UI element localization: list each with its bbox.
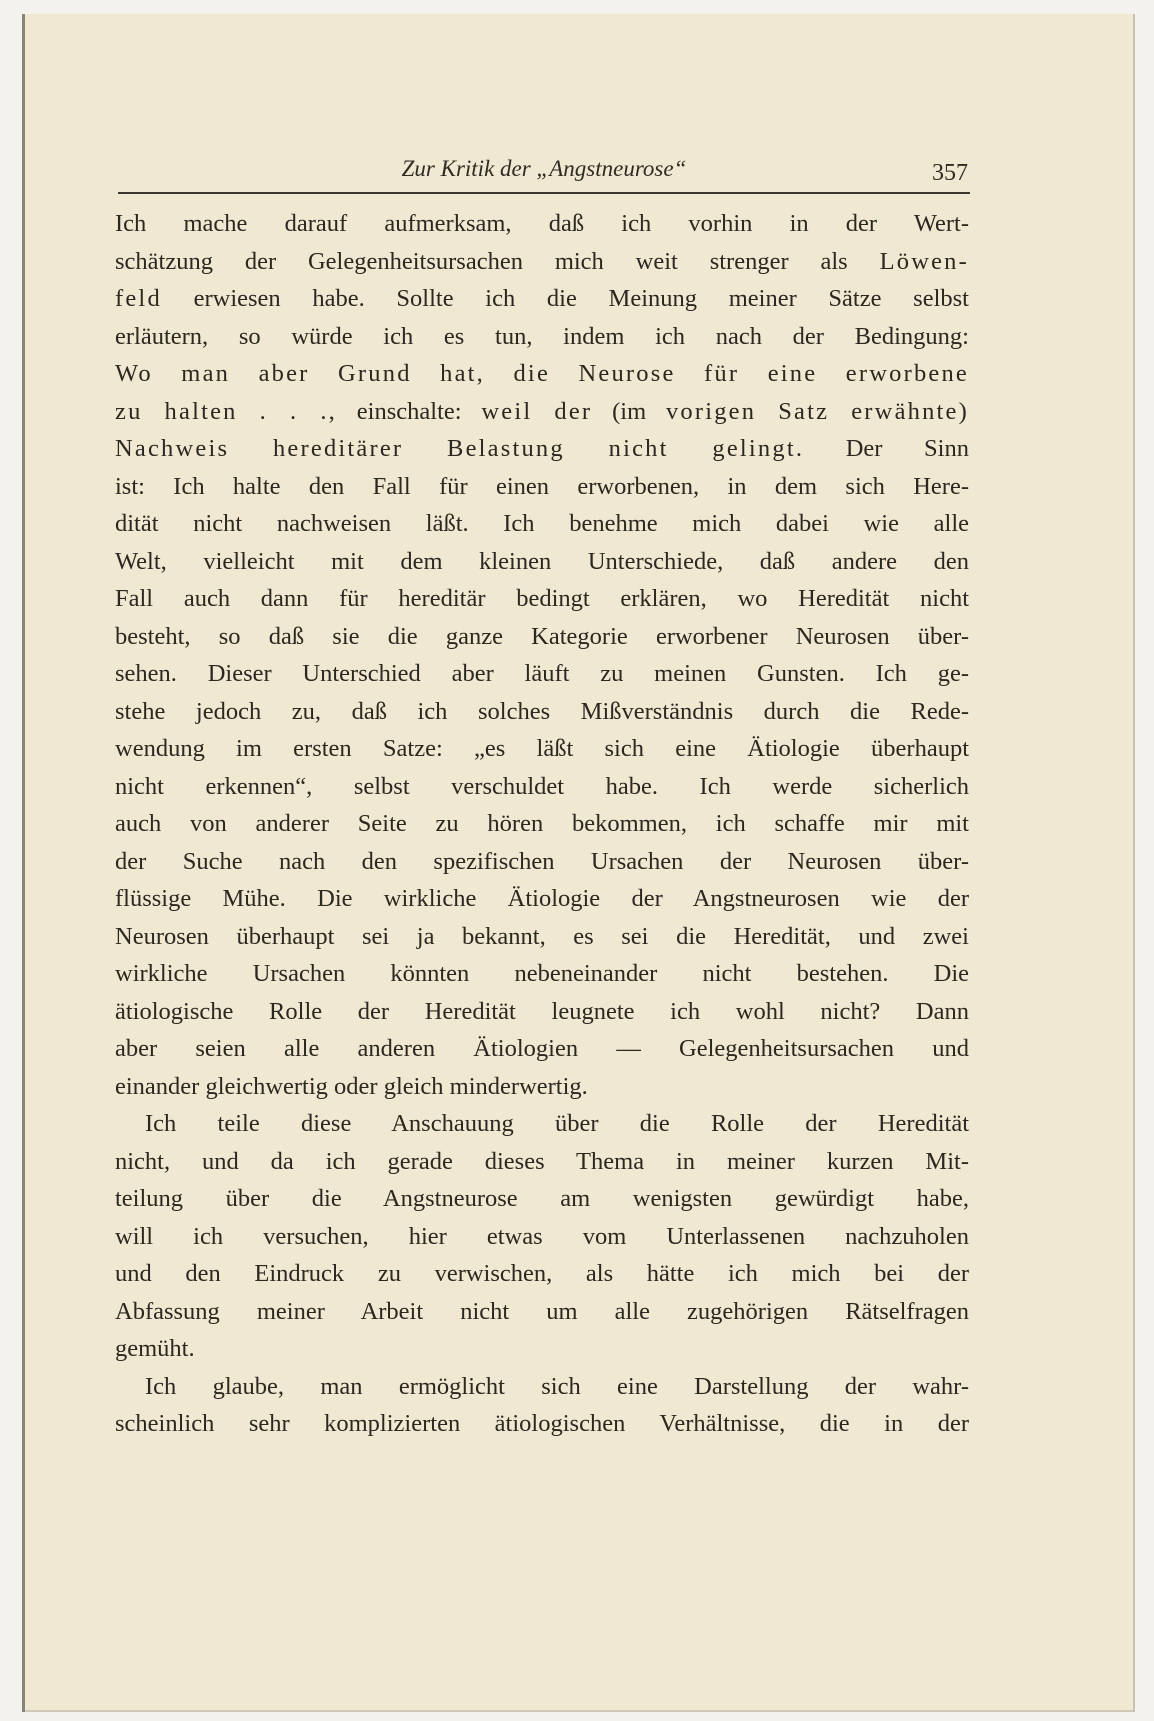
text-segment: ist: Ich halte den Fall für einen erworbenen, in dem sich Here- xyxy=(115,472,969,500)
text-segment: Löwen- xyxy=(879,247,969,275)
text-segment: (im xyxy=(592,397,666,425)
text-line xyxy=(115,768,969,806)
text-line xyxy=(115,618,969,656)
text-segment: besteht, so daß sie die ganze Kategorie erworbener Neurosen über- xyxy=(115,622,969,650)
text-line xyxy=(115,1218,969,1256)
text-segment: Wo man aber Grund hat, die Neurose für eine erworbene xyxy=(115,360,969,387)
text-line xyxy=(115,1330,969,1368)
text-segment: auch von anderer Seite zu hören bekommen, ich schaffe mir mit xyxy=(115,810,969,837)
text-line xyxy=(115,393,969,431)
text-line xyxy=(115,1180,969,1218)
text-segment: und den Eindruck zu verwischen, als hätte ich mich bei der xyxy=(115,1260,969,1287)
text-segment: vorigen Satz erwähnte) xyxy=(665,397,969,425)
text-segment: feld xyxy=(115,285,162,312)
text-line xyxy=(115,505,969,543)
running-header xyxy=(118,144,970,194)
text-segment: flüssige Mühe. Die wirkliche Ätiologie der Angstneurosen wie der xyxy=(115,885,969,912)
text-line xyxy=(115,843,969,881)
text-segment: Der Sinn xyxy=(804,435,969,462)
text-line xyxy=(115,543,969,581)
text-line xyxy=(115,1143,969,1181)
text-line xyxy=(115,430,969,468)
text-line xyxy=(115,318,969,356)
running-title: Zur Kritik der „Angstneurose“ xyxy=(401,156,687,181)
text-segment: Welt, vielleicht mit dem kleinen Unterschiede, daß andere den xyxy=(115,547,969,575)
text-segment: Fall auch dann für hereditär bedingt erklären, wo Heredität nicht xyxy=(115,585,969,612)
text-segment: Nachweis hereditärer Belastung nicht gelingt. xyxy=(115,435,805,462)
text-line xyxy=(115,243,969,281)
text-segment: weil der xyxy=(481,397,593,425)
text-segment: nicht erkennen“, selbst verschuldet habe. Ich werde sicherlich xyxy=(115,772,969,800)
text-line xyxy=(115,1368,969,1406)
body-text xyxy=(115,205,969,1443)
text-segment: scheinlich sehr komplizierten ätiologischen Verhältnisse, die in der xyxy=(115,1410,969,1437)
text-line xyxy=(115,1255,969,1293)
text-segment: wirkliche Ursachen könnten nebeneinander nicht bestehen. Die xyxy=(115,960,969,987)
text-segment: ätiologische Rolle der Heredität leugnete ich wohl nicht? Dann xyxy=(115,997,969,1025)
page-number: 357 xyxy=(932,160,968,186)
text-segment: erläutern, so würde ich es tun, indem ich nach der Bedingung: xyxy=(115,322,969,350)
text-segment: sehen. Dieser Unterschied aber läuft zu meinen Gunsten. Ich ge- xyxy=(115,660,969,687)
text-segment: Ich teile diese Anschauung über die Rolle der Heredität xyxy=(145,1110,969,1137)
text-segment: teilung über die Angstneurose am wenigsten gewürdigt habe, xyxy=(115,1185,969,1212)
text-line xyxy=(115,805,969,843)
text-segment: zu halten . . ., xyxy=(115,397,337,425)
text-line xyxy=(115,730,969,768)
text-line xyxy=(115,205,969,243)
text-segment: dität nicht nachweisen läßt. Ich benehme mich dabei wie alle xyxy=(115,510,969,537)
text-line xyxy=(115,993,969,1031)
text-segment: einander gleichwertig oder gleich minderwertig. xyxy=(115,1072,588,1100)
text-line xyxy=(115,1105,969,1143)
text-segment: erwiesen habe. Sollte ich die Meinung meiner Sätze selbst xyxy=(161,285,969,312)
text-segment: Ich glaube, man ermöglicht sich eine Darstellung der wahr- xyxy=(145,1372,969,1400)
text-line xyxy=(115,955,969,993)
text-segment: nicht, und da ich gerade dieses Thema in meiner kurzen Mit- xyxy=(115,1147,969,1175)
text-line xyxy=(115,1405,969,1443)
text-line xyxy=(115,355,969,393)
text-segment: gemüht. xyxy=(115,1335,195,1362)
text-segment: wendung im ersten Satze: „es läßt sich eine Ätiologie überhaupt xyxy=(115,735,969,762)
text-line xyxy=(115,280,969,318)
book-page xyxy=(22,14,1135,1712)
text-segment: Ich mache darauf aufmerksam, daß ich vorhin in der Wert- xyxy=(115,210,969,237)
text-segment: Abfassung meiner Arbeit nicht um alle zugehörigen Rätselfragen xyxy=(115,1297,969,1325)
text-line xyxy=(115,918,969,956)
text-line xyxy=(115,693,969,731)
text-segment: will ich versuchen, hier etwas vom Unterlassenen nachzuholen xyxy=(115,1222,969,1250)
text-segment: der Suche nach den spezifischen Ursachen der Neurosen über- xyxy=(115,847,969,875)
text-segment: stehe jedoch zu, daß ich solches Mißverständnis durch die Rede- xyxy=(115,697,969,725)
text-line xyxy=(115,1030,969,1068)
text-segment: schätzung der Gelegenheitsursachen mich weit strenger als xyxy=(115,247,880,275)
text-line xyxy=(115,1068,969,1106)
text-line xyxy=(115,580,969,618)
text-line xyxy=(115,655,969,693)
text-segment: aber seien alle anderen Ätiologien — Gelegenheitsursachen und xyxy=(115,1035,969,1062)
text-line xyxy=(115,1293,969,1331)
text-segment: Neurosen überhaupt sei ja bekannt, es sei die Heredität, und zwei xyxy=(115,922,969,950)
text-segment: einschalte: xyxy=(336,397,482,425)
text-line xyxy=(115,468,969,506)
text-line xyxy=(115,880,969,918)
